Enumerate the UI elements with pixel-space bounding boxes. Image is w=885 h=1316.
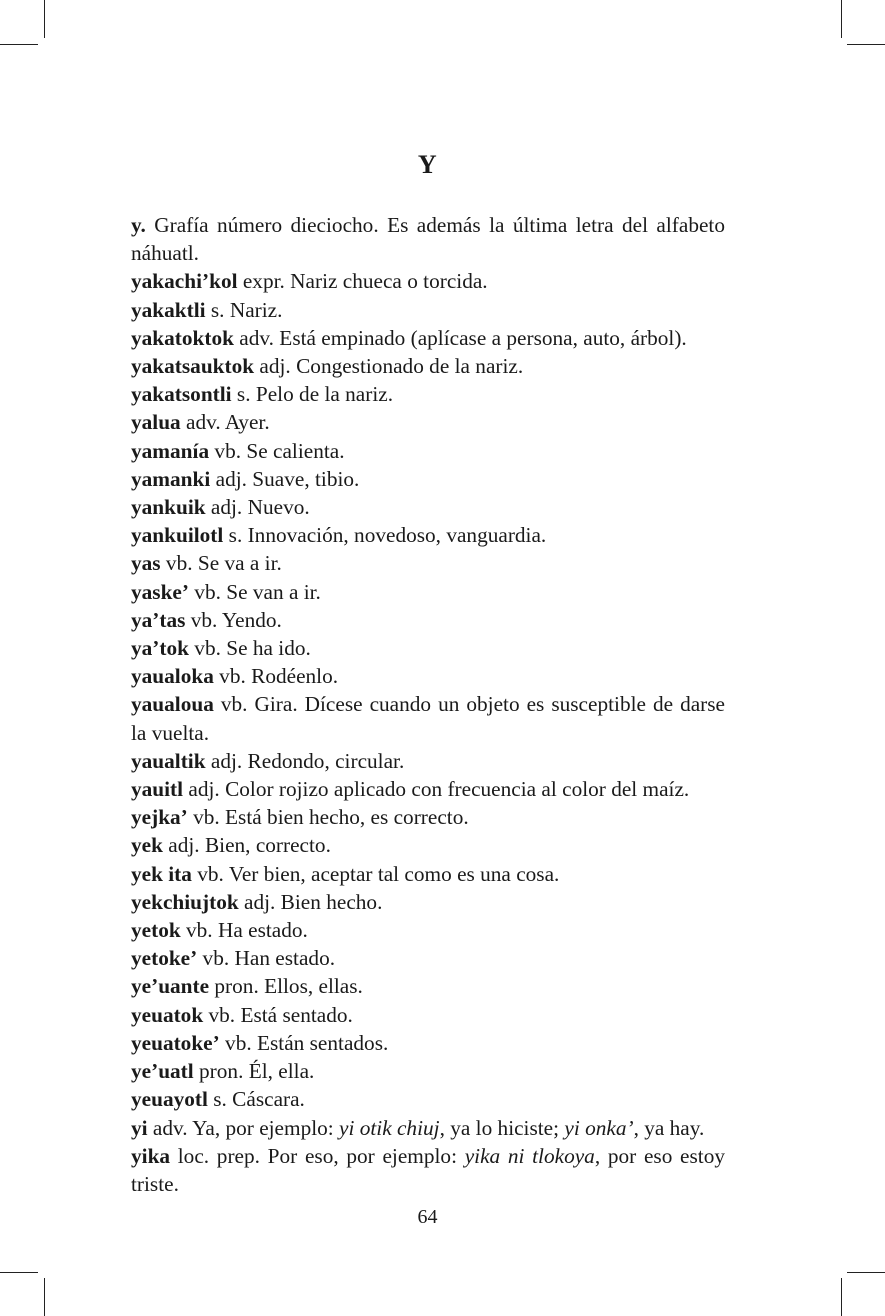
entry-definition: pron. Ellos, ellas.: [209, 974, 363, 999]
dictionary-entry: [131, 211, 725, 267]
dictionary-entry: [131, 1085, 725, 1113]
entry-headword: ye’uatl: [131, 1059, 194, 1084]
entry-yi: [131, 1114, 725, 1142]
entry-definition: loc. prep. Por eso, por ejemplo:: [170, 1143, 465, 1168]
entry-list: [131, 211, 725, 1114]
entry-headword: yi: [131, 1115, 148, 1140]
entry-definition: adv. Ya, por ejemplo:: [147, 1115, 340, 1140]
entry-definition: adj. Redondo, circular.: [205, 748, 405, 773]
dictionary-entry: [131, 831, 725, 859]
dictionary-entry: [131, 493, 725, 521]
entry-definition: adj. Nuevo.: [205, 495, 310, 520]
entry-definition: s. Pelo de la nariz.: [231, 382, 394, 407]
entry-headword: ya’tas: [131, 607, 186, 632]
entry-definition: s. Nariz.: [205, 297, 283, 322]
entry-headword: yakatsauktok: [131, 354, 255, 379]
entry-headword: ye’uante: [131, 974, 210, 999]
dictionary-entry: [131, 775, 725, 803]
entry-definition: vb. Ha estado.: [180, 918, 308, 943]
dictionary-entry: [131, 690, 725, 746]
entry-headword: yankuilotl: [131, 523, 224, 548]
crop-mark-top-right-h: [847, 44, 885, 45]
entry-definition: vb. Están sentados.: [219, 1030, 389, 1055]
dictionary-entry: [131, 803, 725, 831]
dictionary-entry: [131, 888, 725, 916]
entry-definition: vb. Se ha ido.: [188, 636, 311, 661]
entry-yika: [131, 1142, 725, 1198]
dictionary-entry: [131, 465, 725, 493]
entry-definition: vb. Se va a ir.: [160, 551, 282, 576]
entry-headword: yeuatoke’: [131, 1030, 220, 1055]
dictionary-entry: [131, 606, 725, 634]
dictionary-entry: [131, 860, 725, 888]
dictionary-entry: [131, 352, 725, 380]
entry-definition: vb. Gira. Dícese cuando un objeto es susceptible de darse la vuelta.: [131, 692, 725, 745]
entry-definition: adj. Bien hecho.: [238, 889, 383, 914]
entry-definition: adj. Bien, correcto.: [162, 833, 331, 858]
dictionary-entry: [131, 578, 725, 606]
entry-definition: adj. Color rojizo aplicado con frecuencia al color del maíz.: [183, 777, 690, 802]
entry-headword: yetok: [131, 918, 181, 943]
entry-headword: yakatoktok: [131, 325, 234, 350]
entry-headword: yauitl: [131, 777, 184, 802]
dictionary-entry: [131, 1029, 725, 1057]
dictionary-entry: [131, 916, 725, 944]
entry-headword: yaske’: [131, 579, 189, 604]
entry-definition: Grafía número dieciocho. Es además la última letra del alfabeto náhuatl.: [131, 213, 725, 266]
entry-headword: yetoke’: [131, 946, 198, 971]
entry-example: yi onka’: [564, 1115, 634, 1140]
dictionary-entry: [131, 521, 725, 549]
dictionary-entry: [131, 1057, 725, 1085]
dictionary-entry: [131, 267, 725, 295]
entry-definition: , ya lo hiciste;: [439, 1115, 565, 1140]
entry-definition: vb. Está bien hecho, es correcto.: [187, 805, 469, 830]
letter-heading: Y: [417, 150, 438, 179]
crop-mark-bottom-left-v: [44, 1278, 45, 1316]
entry-headword: yek ita: [131, 861, 192, 886]
entry-headword: yakaktli: [131, 297, 206, 322]
entry-example: yi otik chiuj: [339, 1115, 440, 1140]
entry-definition: , por eso estoy triste.: [131, 1143, 726, 1196]
entry-definition: vb. Se calienta.: [209, 438, 345, 463]
crop-mark-bottom-right-h: [847, 1272, 885, 1273]
entry-definition: adj. Congestionado de la nariz.: [254, 354, 524, 379]
dictionary-entry: [131, 324, 725, 352]
entry-definition: vb. Ver bien, aceptar tal como es una cosa.: [191, 861, 560, 886]
entry-headword: yaualoua: [131, 692, 214, 717]
crop-mark-top-right-v: [841, 0, 842, 38]
entry-example: yika ni tlokoya: [464, 1143, 595, 1168]
entry-headword: yeuatok: [131, 1002, 204, 1027]
entry-headword: yas: [131, 551, 161, 576]
entry-headword: ya’tok: [131, 636, 189, 661]
entry-headword: yekchiujtok: [131, 889, 239, 914]
page-number: 64: [417, 1206, 438, 1228]
entry-headword: y.: [131, 213, 146, 237]
dictionary-entry: [131, 1001, 725, 1029]
dictionary-entry: [131, 747, 725, 775]
dictionary-entry: [131, 634, 725, 662]
entry-definition: s. Cáscara.: [207, 1087, 305, 1112]
entry-definition: adv. Ayer.: [180, 410, 270, 435]
entry-definition: vb. Han estado.: [197, 946, 336, 971]
entry-definition: pron. Él, ella.: [193, 1059, 315, 1084]
entry-definition: vb. Se van a ir.: [188, 579, 321, 604]
crop-mark-top-left-v: [44, 0, 45, 38]
crop-mark-bottom-right-v: [841, 1278, 842, 1316]
dictionary-entry: [131, 408, 725, 436]
dictionary-entry: [131, 549, 725, 577]
entry-headword: yeuayotl: [131, 1087, 208, 1112]
dictionary-entry: [131, 662, 725, 690]
entry-headword: yika: [131, 1143, 171, 1168]
dictionary-entry: [131, 437, 725, 465]
entry-headword: yaualoka: [131, 664, 214, 689]
crop-mark-top-left-h: [0, 44, 38, 45]
entry-headword: yankuik: [131, 495, 206, 520]
entry-headword: yakatsontli: [131, 382, 232, 407]
dictionary-entry: [131, 944, 725, 972]
entry-definition: vb. Yendo.: [185, 607, 282, 632]
entry-headword: yamanki: [131, 466, 211, 491]
entry-definition: , ya hay.: [633, 1115, 705, 1140]
entry-headword: yakachi’kol: [131, 269, 238, 294]
entry-definition: vb. Está sentado.: [203, 1002, 353, 1027]
entry-headword: yejka’: [131, 805, 188, 830]
crop-mark-bottom-left-h: [0, 1272, 38, 1273]
entry-definition: expr. Nariz chueca o torcida.: [237, 269, 488, 294]
entry-headword: yek: [131, 833, 163, 858]
entry-definition: vb. Rodéenlo.: [213, 664, 339, 689]
entry-headword: yamanía: [131, 438, 210, 463]
entry-headword: yaualtik: [131, 748, 206, 773]
dictionary-entries: [131, 211, 725, 1198]
entry-headword: yalua: [131, 410, 181, 435]
entry-definition: s. Innovación, novedoso, vanguardia.: [223, 523, 547, 548]
dictionary-entry: [131, 380, 725, 408]
dictionary-entry: [131, 296, 725, 324]
entry-definition: adj. Suave, tibio.: [210, 466, 360, 491]
dictionary-entry: [131, 972, 725, 1000]
entry-definition: adv. Está empinado (aplícase a persona, auto, árbol).: [233, 325, 687, 350]
